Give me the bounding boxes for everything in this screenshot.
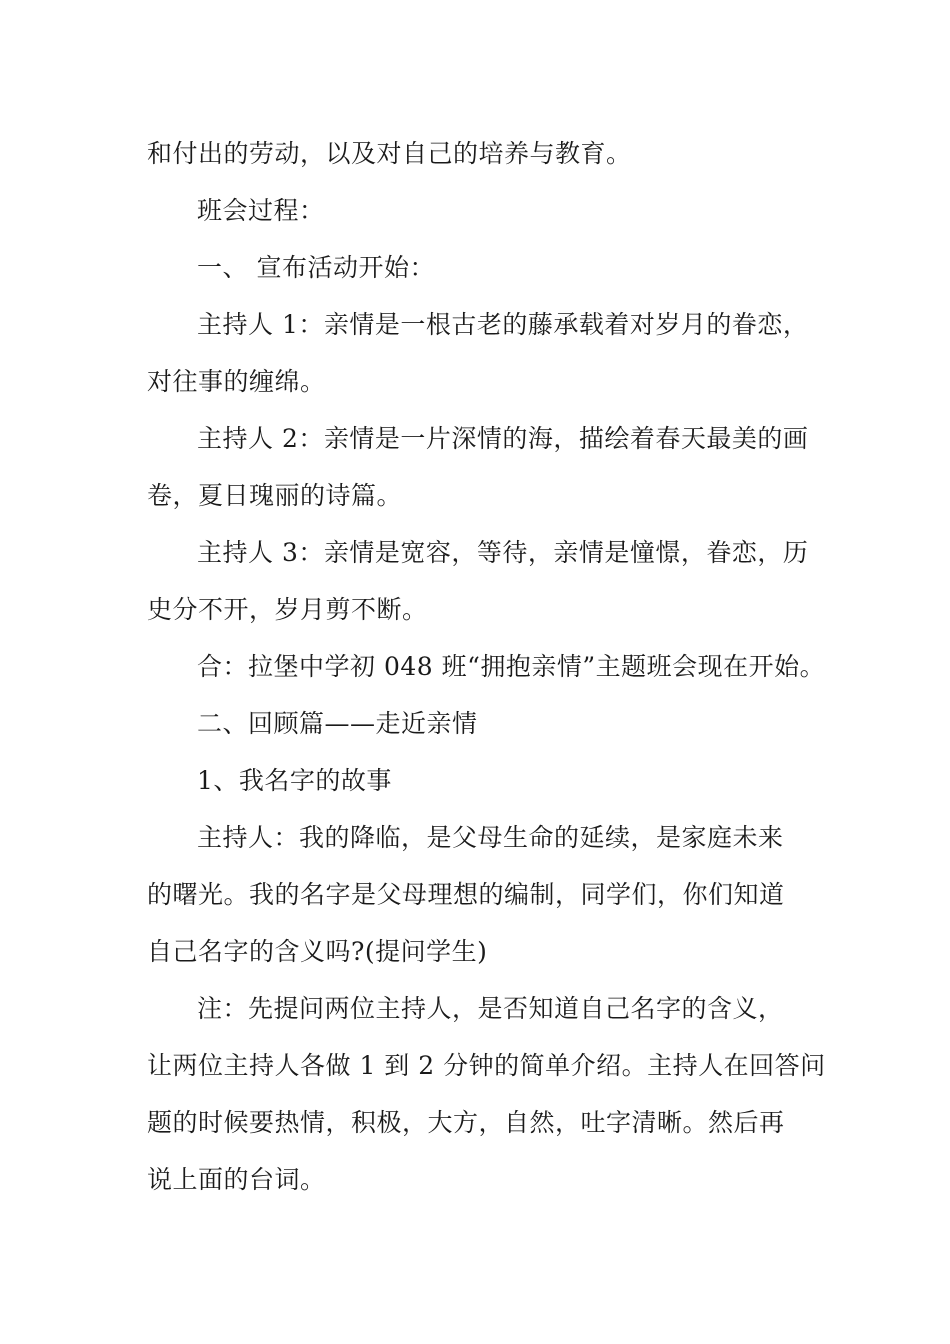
text-line: 和付出的劳动，以及对自己的培养与教育。 [147,139,632,168]
text-line: 的曙光。我的名字是父母理想的编制，同学们，你们知道 [147,880,785,909]
text-line: 主持人 2：亲情是一片深情的海，描绘着春天最美的画 [197,424,809,453]
text-line: 说上面的台词。 [147,1165,326,1194]
text-line: 合：拉堡中学初 048 班“拥抱亲情”主题班会现在开始。 [197,652,826,681]
section-heading: 一、 宣布活动开始： [197,253,435,282]
text-line: 自己名字的含义吗?(提问学生) [147,937,488,966]
subsection-heading: 1、我名字的故事 [197,766,392,795]
text-line: 让两位主持人各做 1 到 2 分钟的简单介绍。主持人在回答问 [147,1051,826,1080]
text-line: 注：先提问两位主持人，是否知道自己名字的含义， [197,994,784,1023]
text-line: 对往事的缠绵。 [147,367,326,396]
text-line: 卷，夏日瑰丽的诗篇。 [147,481,403,510]
text-line: 题的时候要热情，积极，大方，自然，吐字清晰。然后再 [147,1108,785,1137]
text-line: 主持人 3：亲情是宽容，等待，亲情是憧憬，眷恋，历 [197,538,809,567]
section-heading: 班会过程： [197,196,325,225]
text-line: 史分不开，岁月剪不断。 [147,595,428,624]
text-line: 主持人：我的降临，是父母生命的延续，是家庭未来 [197,823,784,852]
section-heading: 二、回顾篇——走近亲情 [197,709,478,738]
text-line: 主持人 1：亲情是一根古老的藤承载着对岁月的眷恋， [197,310,809,339]
